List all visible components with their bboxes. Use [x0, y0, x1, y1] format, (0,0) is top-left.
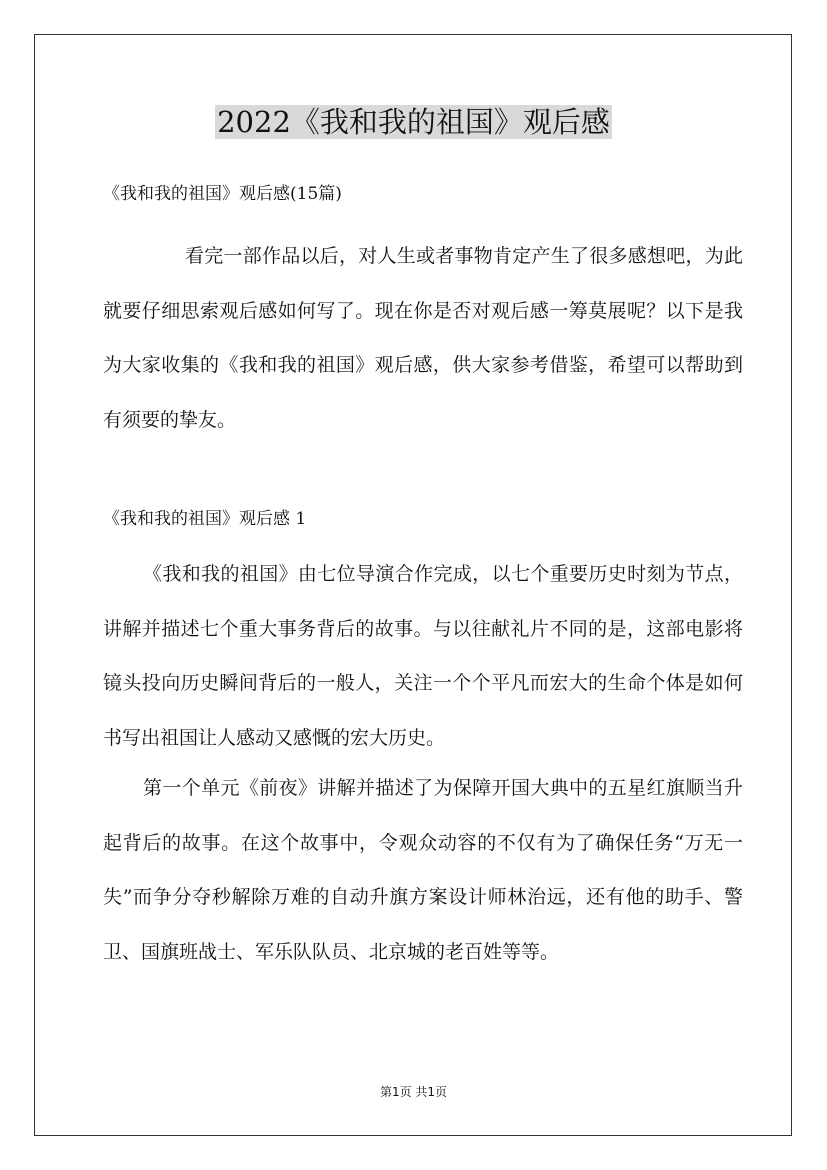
body-paragraph-1: 《我和我的祖国》由七位导演合作完成，以七个重要历史时刻为节点，讲解并描述七个重大事务背后的故事。与以往献礼片不同的是，这部电影将镜头投向历史瞬间背后的一般人，关注一个个平凡而宏大的生命个体是如何书写出祖国让人感动又感慨的宏大历史。 — [103, 563, 743, 749]
document-title — [0, 102, 827, 142]
page-footer: 第1页 共1页 — [379, 1085, 448, 1099]
document-subtitle: 《我和我的祖国》观后感(15篇) — [103, 184, 342, 204]
document-title-text: 2022《我和我的祖国》观后感 — [217, 105, 610, 139]
intro-paragraph: 看完一部作品以后，对人生或者事物肯定产生了很多感想吧，为此就要仔细思索观后感如何写了。现在你是否对观后感一筹莫展呢？以下是我为大家收集的《我和我的祖国》观后感，供大家参考借鉴，希望可以帮助到有须要的挚友。 — [103, 245, 743, 431]
section-heading: 《我和我的祖国》观后感 1 — [103, 509, 307, 529]
body-paragraph-2: 第一个单元《前夜》讲解并描述了为保障开国大典中的五星红旗顺当升起背后的故事。在这个故事中，令观众动容的不仅有为了确保任务“万无一失”而争分夺秒解除万难的自动升旗方案设计师林治远，还有他的助手、警卫、国旗班战士、军乐队队员、北京城的老百姓等等。 — [103, 777, 743, 963]
